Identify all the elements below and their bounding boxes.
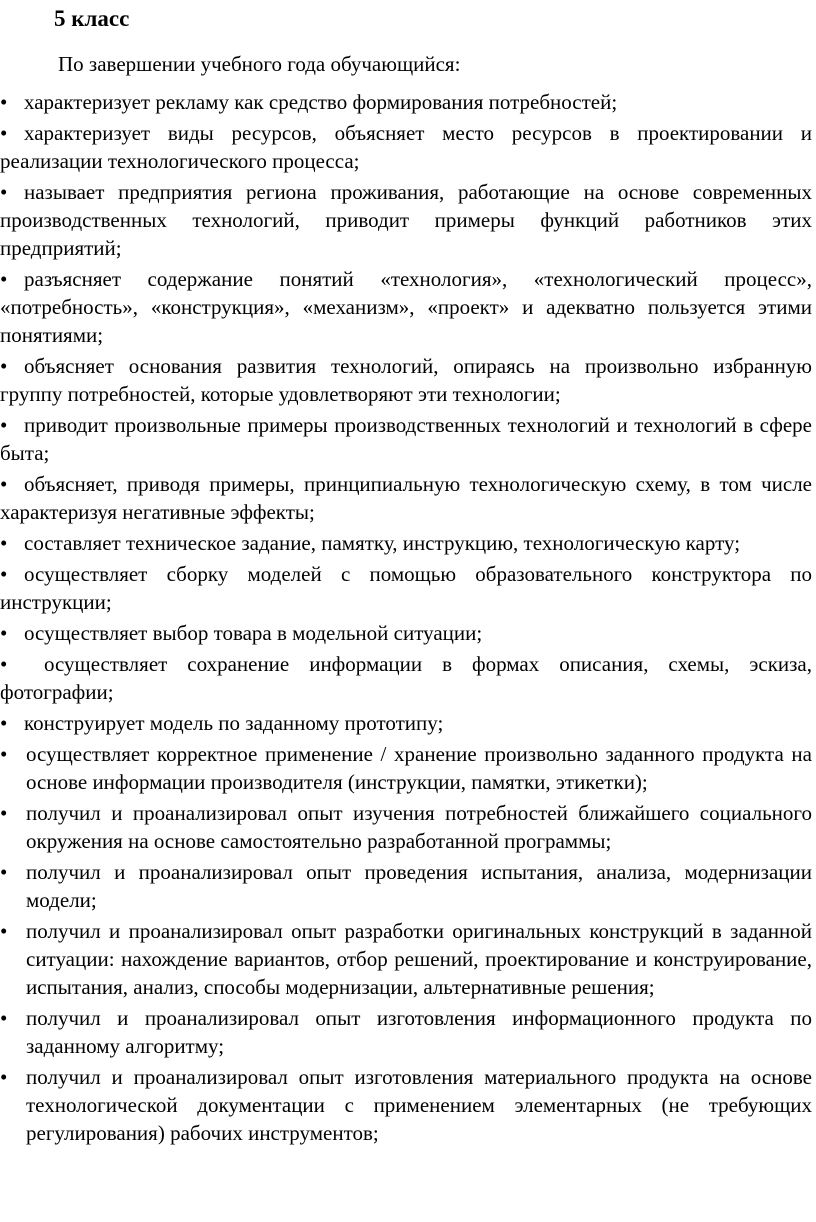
list-item — [0, 1063, 812, 1147]
bullet-icon: • — [0, 801, 8, 825]
list-item — [0, 799, 812, 855]
list-item-text: получил и проанализировал опыт разработки оригинальных конструкций в заданной ситуации: нахождение вариантов, отбор решений, проектирование и конструирование, испытания, анализ, способы модернизации, альтернативные решения; — [26, 919, 812, 999]
list-item-text: называет предприятия региона проживания, работающие на основе современных производственных технологий, приводит примеры функций работников этих предприятий; — [0, 180, 812, 260]
bullet-icon: • — [0, 121, 8, 145]
list-item-text: получил и проанализировал опыт изготовления материального продукта на основе технологической документации с применением элементарных (не требующих регулирования) рабочих инструментов; — [26, 1065, 812, 1145]
bullet-icon: • — [0, 472, 8, 496]
bullet-icon: • — [0, 180, 8, 204]
list-item-text: объясняет основания развития технологий, опираясь на произвольно избранную группу потребностей, которые удовлетворяют эти технологии; — [0, 354, 812, 406]
list-item — [0, 917, 812, 1001]
bullet-icon: • — [0, 1006, 8, 1030]
list-item-text: получил и проанализировал опыт изучения потребностей ближайшего социального окружения на основе самостоятельно разработанной программы; — [26, 801, 812, 853]
list-item — [0, 88, 812, 116]
bullet-icon: • — [0, 1065, 8, 1089]
intro-paragraph: По завершении учебного года обучающийся: — [58, 52, 461, 76]
bullet-icon: • — [0, 711, 8, 735]
outcomes-list — [0, 88, 812, 1147]
bullet-icon: • — [0, 742, 8, 766]
list-item — [0, 119, 812, 175]
list-item — [0, 858, 812, 914]
bullet-icon: • — [0, 562, 8, 586]
list-item-text: осуществляет корректное применение / хранение произвольно заданного продукта на основе информации производителя (инструкции, памятки, этикетки); — [26, 742, 812, 794]
bullet-icon: • — [0, 919, 8, 943]
list-item-text: характеризует рекламу как средство формирования потребностей; — [24, 90, 618, 114]
list-item — [0, 619, 812, 647]
document-page — [0, 4, 816, 1222]
list-item-text: осуществляет выбор товара в модельной ситуации; — [24, 621, 483, 645]
list-item — [0, 265, 812, 349]
list-item-text: получил и проанализировал опыт изготовления информационного продукта по заданному алгоритму; — [26, 1006, 812, 1058]
list-item — [0, 178, 812, 262]
list-item-text: получил и проанализировал опыт проведения испытания, анализа, модернизации модели; — [26, 860, 812, 912]
list-item — [0, 740, 812, 796]
list-item — [0, 560, 812, 616]
bullet-icon: • — [0, 354, 8, 378]
list-item — [0, 1004, 812, 1060]
list-item-text: разъясняет содержание понятий «технология», «технологический процесс», «потребность», «конструкция», «механизм», «проект» и адекватно пользуется этими понятиями; — [0, 267, 812, 347]
list-item — [0, 650, 812, 706]
list-item-text: конструирует модель по заданному прототипу; — [24, 711, 444, 735]
list-item — [0, 470, 812, 526]
bullet-icon: • — [0, 652, 8, 676]
list-item-text: осуществляет сохранение информации в формах описания, схемы, эскиза, фотографии; — [0, 652, 812, 704]
list-item — [0, 352, 812, 408]
list-item-text: объясняет, приводя примеры, принципиальную технологическую схему, в том числе характеризуя негативные эффекты; — [0, 472, 812, 524]
bullet-icon: • — [0, 267, 8, 291]
list-item-text: характеризует виды ресурсов, объясняет место ресурсов в проектировании и реализации технологического процесса; — [0, 121, 812, 173]
bullet-icon: • — [0, 90, 8, 114]
list-item-text: составляет техническое задание, памятку, инструкцию, технологическую карту; — [24, 531, 741, 555]
bullet-icon: • — [0, 860, 8, 884]
page-title: 5 класс — [54, 6, 130, 31]
bullet-icon: • — [0, 531, 8, 555]
bullet-icon: • — [0, 621, 8, 645]
bullet-icon: • — [0, 413, 8, 437]
list-item — [0, 709, 812, 737]
list-item-text: приводит произвольные примеры производственных технологий и технологий в сфере быта; — [0, 413, 812, 465]
list-item-text: осуществляет сборку моделей с помощью образовательного конструктора по инструкции; — [0, 562, 812, 614]
list-item — [0, 411, 812, 467]
list-item — [0, 529, 812, 557]
